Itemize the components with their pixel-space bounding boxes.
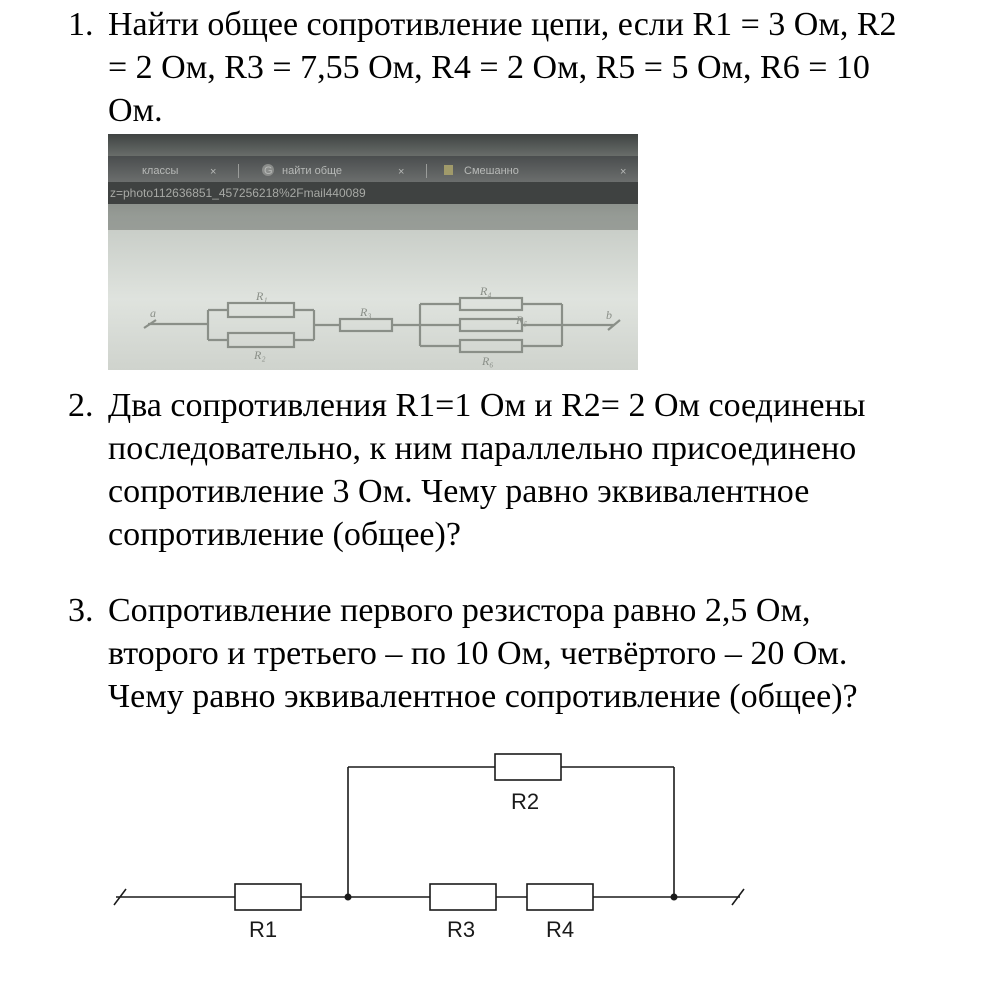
problem-text <box>108 384 988 556</box>
photo-label-a: a <box>150 306 156 320</box>
problem-line: Два сопротивления R1=1 Ом и R2= 2 Ом соединены <box>108 387 866 424</box>
photo-label-b: b <box>606 308 612 322</box>
problem-line: Найти общее сопротивление цепи, если R1 = 3 Ом, R2 <box>108 6 897 43</box>
label-r4: R4 <box>546 917 575 942</box>
problem-line: Чему равно эквивалентное сопротивление (общее)? <box>108 678 858 715</box>
circuit-photo <box>108 134 638 370</box>
photo-tab-close: × <box>398 166 405 178</box>
problem-line: последовательно, к ним параллельно присоединено <box>108 430 857 467</box>
circuit-schematic <box>100 745 760 955</box>
photo-label-r4: R₄ <box>480 284 492 298</box>
label-r2: R2 <box>511 789 540 814</box>
problem-text <box>108 589 988 718</box>
label-r3: R3 <box>447 917 476 942</box>
photo-tab-bar <box>108 156 638 182</box>
photo-tab-close: × <box>620 166 627 178</box>
problem-number: 1. <box>68 6 94 43</box>
problem-line: Сопротивление первого резистора равно 2,5 Ом, <box>108 592 811 629</box>
problem-text <box>108 3 988 132</box>
photo-label-r5: R₅ <box>516 313 528 327</box>
photo-label-r2: R₂ <box>254 348 266 362</box>
google-letter: G <box>264 165 273 177</box>
problem-line: сопротивление (общее)? <box>108 516 461 553</box>
photo-tab-label: классы <box>142 165 179 177</box>
junction-node <box>345 894 352 901</box>
photo-url-text: z=photo112636851_457256218%2Fmail440089 <box>110 186 366 200</box>
resistor-r1 <box>235 884 301 910</box>
problem-number: 3. <box>68 592 94 629</box>
junction-node <box>671 894 678 901</box>
tab-page-icon <box>444 165 453 175</box>
problem-line: второго и третьего – по 10 Ом, четвёртого – 20 Ом. <box>108 635 848 672</box>
resistor-r3 <box>430 884 496 910</box>
problem-line: Ом. <box>108 92 163 129</box>
label-r1: R1 <box>249 917 278 942</box>
resistor-r2 <box>495 754 561 780</box>
photo-label-r1: R₁ <box>256 289 268 303</box>
photo-label-r3: R₃ <box>360 305 372 319</box>
photo-tab-close: × <box>210 166 217 178</box>
problem-line: = 2 Ом, R3 = 7,55 Ом, R4 = 2 Ом, R5 = 5 Ом, R6 = 10 <box>108 49 870 86</box>
photo-tab-label: найти обще <box>282 165 343 177</box>
problem-line: сопротивление 3 Ом. Чему равно эквивалентное <box>108 473 810 510</box>
photo-tab-label: Смешанно <box>464 165 519 177</box>
resistor-r4 <box>527 884 593 910</box>
problem-number: 2. <box>68 387 94 424</box>
photo-label-r6: R₆ <box>482 354 494 368</box>
